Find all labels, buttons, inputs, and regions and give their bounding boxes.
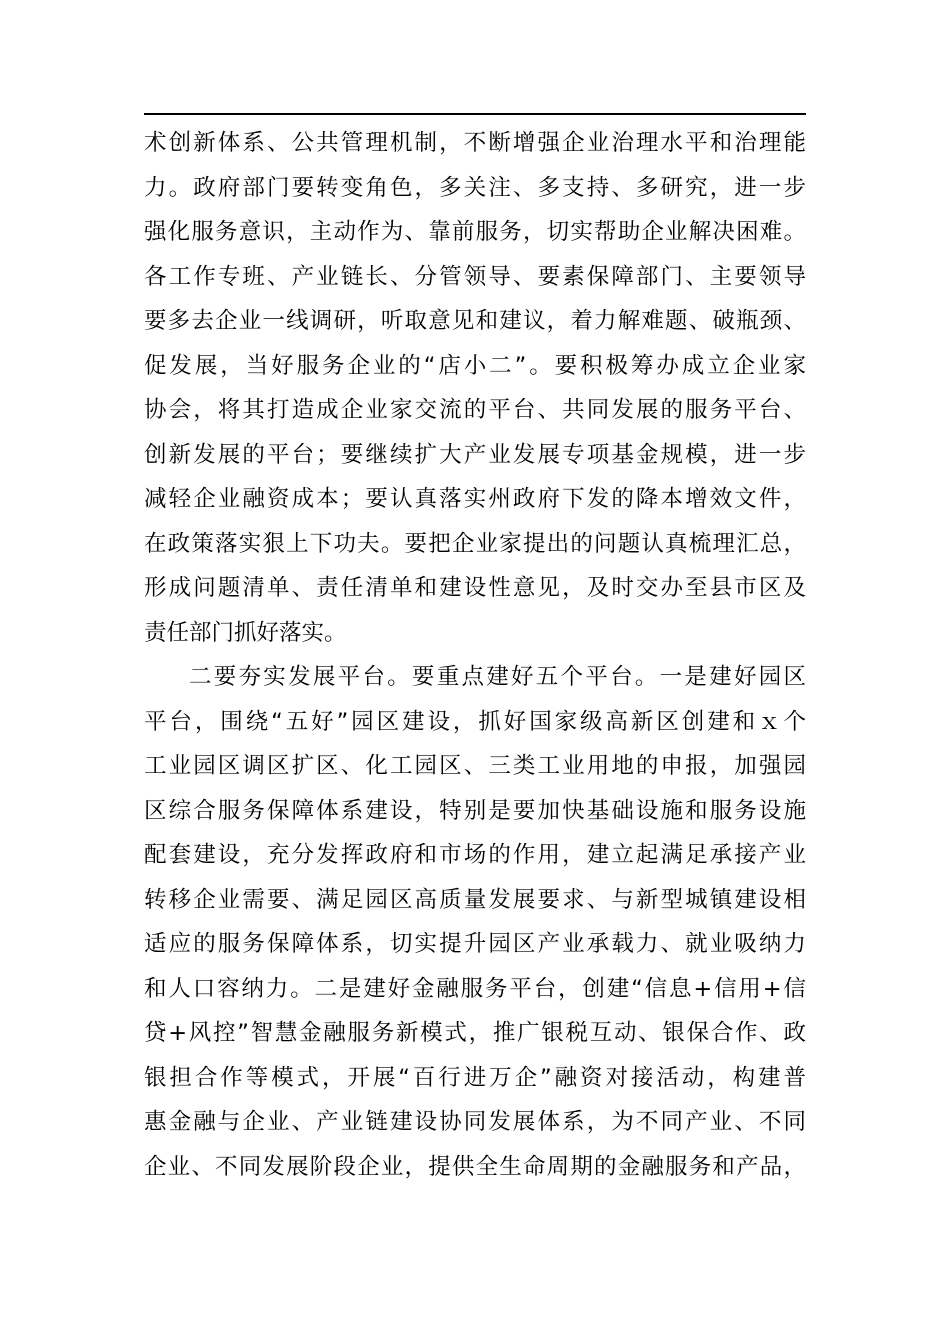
text-line: 在政策落实狠上下功夫。要把企业家提出的问题认真梳理汇总， [144,530,806,557]
text-line: 适应的服务保障体系，切实提升园区产业承载力、就业吸纳力 [144,931,806,957]
paragraph-2 [144,655,806,1189]
text-line: 责任部门抓好落实。 [144,619,347,646]
text-line: 工业园区调区扩区、化工园区、三类工业用地的申报，加强园 [144,753,806,779]
text-line: 各工作专班、产业链长、分管领导、要素保障部门、主要领导 [144,263,806,290]
body-text [144,121,806,1189]
header-rule [144,113,806,115]
text-line: 形成问题清单、责任清单和建设性意见，及时交办至县市区及 [144,575,806,601]
text-line: 减轻企业融资成本；要认真落实州政府下发的降本增效文件， [144,486,806,512]
text-line: 创新发展的平台；要继续扩大产业发展专项基金规模，进一步 [144,441,806,468]
text-line: 要多去企业一线调研，听取意见和建议，着力解难题、破瓶颈、 [144,308,806,334]
text-line: 平台，围绕“五好”园区建设，抓好国家级高新区创建和ｘ个 [144,708,806,735]
text-line: 力。政府部门要转变角色，多关注、多支持、多研究，进一步 [144,174,806,201]
text-line: 强化服务意识，主动作为、靠前服务，切实帮助企业解决困难。 [144,219,806,245]
text-line: 二要夯实发展平台。要重点建好五个平台。一是建好园区 [189,664,806,690]
text-line: 区综合服务保障体系建设，特别是要加快基础设施和服务设施 [144,797,806,824]
text-line: 惠金融与企业、产业链建设协同发展体系，为不同产业、不同 [144,1109,806,1135]
text-line: 企业、不同发展阶段企业，提供全生命周期的金融服务和产品， [144,1153,806,1180]
text-line: 银担合作等模式，开展“百行进万企”融资对接活动，构建普 [144,1064,806,1091]
text-line: 促发展，当好服务企业的“店小二”。要积极筹办成立企业家 [144,352,806,379]
text-line: 贷+风控”智慧金融服务新模式，推广银税互动、银保合作、政 [144,1020,806,1046]
paragraph-1 [144,121,806,655]
text-line: 协会，将其打造成企业家交流的平台、共同发展的服务平台、 [144,397,806,423]
text-line: 和人口容纳力。二是建好金融服务平台，创建“信息+信用+信 [144,975,806,1002]
text-line: 转移企业需要、满足园区高质量发展要求、与新型城镇建设相 [144,886,806,913]
text-line: 术创新体系、公共管理机制，不断增强企业治理水平和治理能 [144,130,806,156]
text-line: 配套建设，充分发挥政府和市场的作用，建立起满足承接产业 [144,842,806,868]
